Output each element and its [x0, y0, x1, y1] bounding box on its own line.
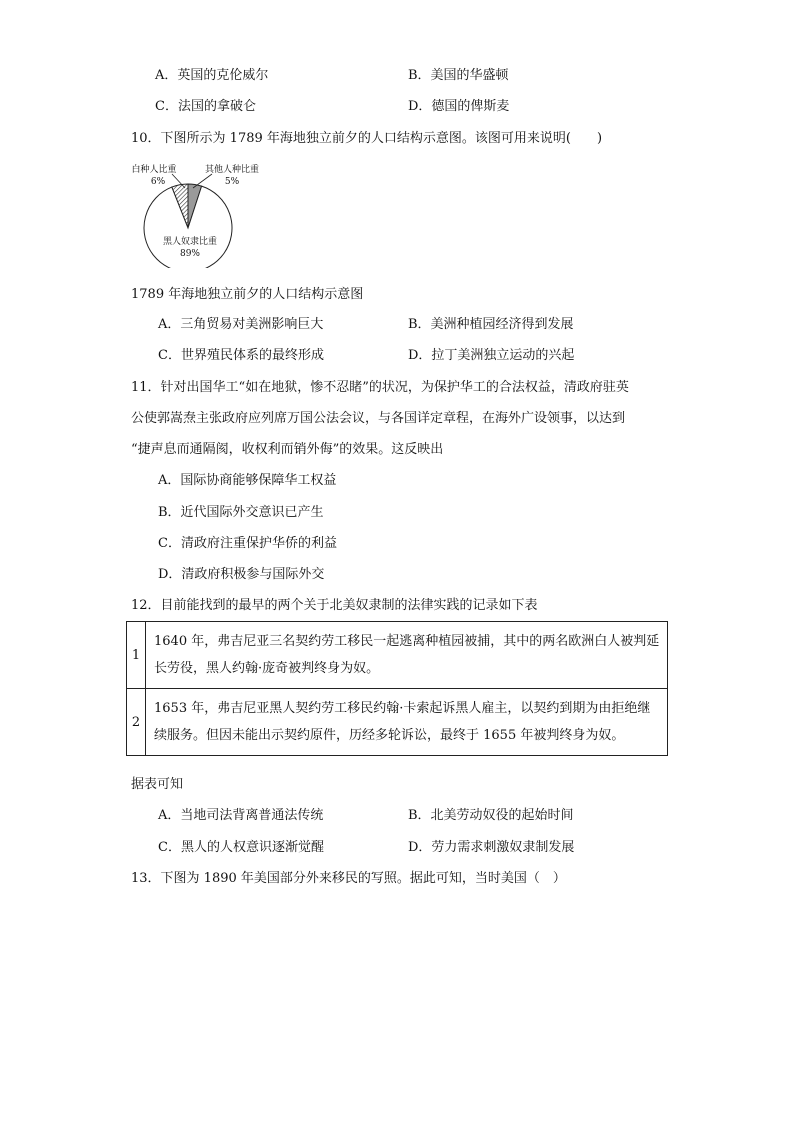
table-row: [127, 622, 668, 689]
q9-option-b: B．美国的华盛顿: [408, 68, 509, 83]
q12-stem: 12．目前能找到的最早的两个关于北美奴隶制的法律实践的记录如下表: [131, 598, 538, 613]
q11-option-a: A．国际协商能够保障华工权益: [158, 473, 337, 488]
q10-caption: 1789 年海地独立前夕的人口结构示意图: [131, 287, 364, 302]
pie-label: 其他人种比重: [204, 165, 260, 175]
q11-option-d: D．清政府积极参与国际外交: [158, 567, 325, 582]
q12-records-table: [126, 621, 668, 756]
q11-stem-line1: 11．针对出国华工“如在地狱，惨不忍睹”的状况，为保护华工的合法权益，清政府驻英: [131, 380, 629, 395]
q9-option-c: C．法国的拿破仑: [155, 99, 256, 114]
q12-after-text: 据表可知: [131, 777, 184, 792]
q11-option-c: C．清政府注重保护华侨的利益: [158, 536, 337, 551]
pie-label: 89%: [179, 249, 201, 259]
q12-option-a: A．当地司法背离普通法传统: [158, 808, 324, 823]
row-text: 1653 年，弗吉尼亚黑人契约劳工移民约翰·卡索起诉黑人雇主，以契约到期为由拒绝继续服务。但因未能出示契约原件，历经多轮诉讼，最终于 1655 年被判终身为奴。: [146, 689, 668, 756]
pie-label: 白种人比重: [131, 165, 177, 175]
row-number: 2: [127, 689, 146, 756]
pie-label: 黑人奴隶比重: [162, 237, 218, 247]
pie-svg: [128, 158, 278, 268]
row-text: 1640 年，弗吉尼亚三名契约劳工移民一起逃离种植园被捕，其中的两名欧洲白人被判延长劳役，黑人约翰·庞奇被判终身为奴。: [146, 622, 668, 689]
q9-option-d: D．德国的俾斯麦: [408, 99, 510, 114]
row-number: 1: [127, 622, 146, 689]
q10-option-c: C．世界殖民体系的最终形成: [158, 348, 324, 363]
pie-leader-line: [193, 174, 212, 188]
q12-option-b: B．北美劳动奴役的起始时间: [408, 808, 574, 823]
table-row: [127, 689, 668, 756]
q11-stem-line2: 公使郭嵩焘主张政府应列席万国公法会议，与各国详定章程，在海外广设领事，以达到: [131, 411, 626, 426]
q12-option-c: C．黑人的人权意识逐渐觉醒: [158, 840, 324, 855]
q12-option-d: D．劳力需求刺激奴隶制发展: [408, 840, 575, 855]
q10-option-a: A．三角贸易对美洲影响巨大: [158, 317, 324, 332]
q10-option-b: B．美洲种植园经济得到发展: [408, 317, 574, 332]
q13-stem: 13．下图为 1890 年美国部分外来移民的写照。据此可知，当时美国（ ）: [131, 871, 566, 886]
q11-stem-line3: “捷声息而通隔阂，收权利而销外侮”的效果。这反映出: [131, 442, 444, 457]
q10-option-d: D．拉丁美洲独立运动的兴起: [408, 348, 575, 363]
population-pie-chart: [128, 158, 278, 268]
q11-option-b: B．近代国际外交意识已产生: [158, 505, 324, 520]
pie-label: 5%: [224, 177, 240, 187]
q10-stem: 10．下图所示为 1789 年海地独立前夕的人口结构示意图。该图可用来说明( ): [131, 131, 603, 146]
pie-label: 6%: [150, 177, 166, 187]
q9-option-a: A．英国的克伦威尔: [155, 68, 269, 83]
